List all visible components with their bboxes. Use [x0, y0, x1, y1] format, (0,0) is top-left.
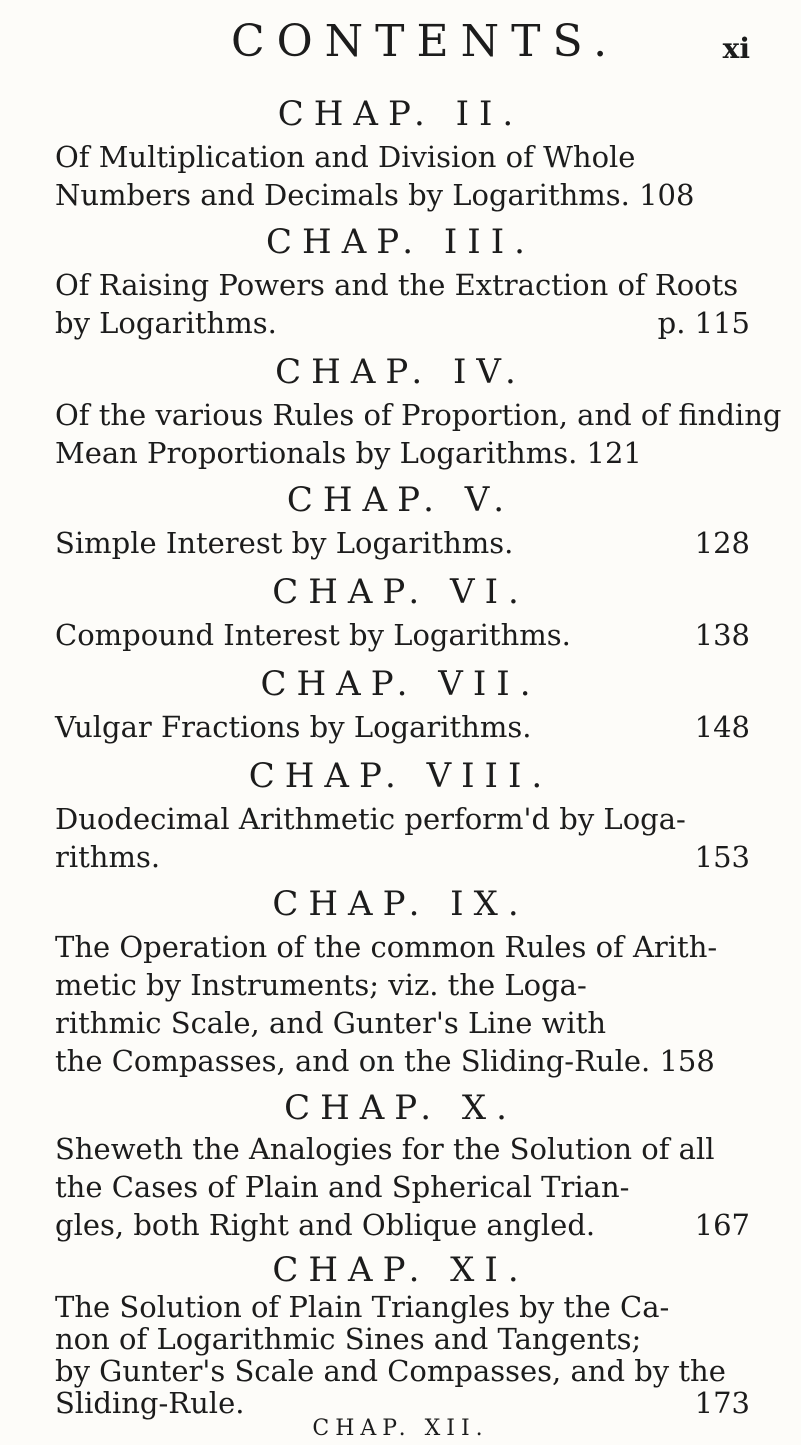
chapter-9-line-1: The Operation of the common Rules of Arith-: [55, 930, 718, 964]
chapter-2-line-2: Numbers and Decimals by Logarithms. 108: [55, 178, 695, 212]
chapter-heading-8: CHAP. VIII.: [248, 756, 553, 796]
chapter-heading-2: CHAP. II.: [277, 94, 524, 134]
chapter-5-page: 128: [694, 526, 750, 560]
chapter-8-page: 153: [694, 840, 750, 874]
chapter-11-page: 173: [694, 1386, 750, 1420]
chapter-7-line-1-text: Vulgar Fractions by Logarithms.: [55, 710, 532, 744]
chapter-3-line-2: [55, 306, 750, 340]
chapter-7-page: 148: [694, 710, 750, 744]
chapter-10-line-2: the Cases of Plain and Spherical Trian-: [55, 1170, 630, 1204]
chapter-8-line-2: [55, 840, 750, 874]
chapter-4-line-1: Of the various Rules of Proportion, and of finding: [55, 398, 782, 432]
chapter-heading-4: CHAP. IV.: [275, 352, 526, 392]
chapter-9-line-2: metic by Instruments; viz. the Loga-: [55, 968, 587, 1002]
chapter-11-line-3: by Gunter's Scale and Compasses, and by the: [55, 1354, 726, 1388]
chapter-heading-12: [0, 1416, 801, 1441]
chapter-3-line-1: Of Raising Powers and the Extraction of Roots: [55, 268, 739, 302]
chapter-10-page: 167: [694, 1208, 750, 1242]
chapter-3-page: p. 115: [657, 306, 750, 340]
chapter-11-line-2: non of Logarithmic Sines and Tangents;: [55, 1322, 642, 1356]
chapter-10-line-3-text: gles, both Right and Oblique angled.: [55, 1208, 596, 1242]
chapter-heading-7: CHAP. VII.: [260, 664, 541, 704]
page-header: [100, 14, 750, 84]
chapter-6-line-1-text: Compound Interest by Logarithms.: [55, 618, 571, 652]
chapter-12-heading-text: CHAP. XII.: [312, 1416, 489, 1441]
chapter-9-line-4: the Compasses, and on the Sliding-Rule. 158: [55, 1044, 715, 1078]
chapter-heading-5: CHAP. V.: [286, 480, 515, 520]
chapter-6-page: 138: [694, 618, 750, 652]
running-title: CONTENTS.: [230, 16, 620, 67]
chapter-8-line-2-text: rithms.: [55, 840, 161, 874]
chapter-7-line-1: [55, 710, 750, 744]
chapter-2-line-1: Of Multiplication and Division of Whole: [55, 140, 636, 174]
chapter-8-line-1: Duodecimal Arithmetic perform'd by Loga-: [55, 802, 686, 836]
chapter-4-line-2: Mean Proportionals by Logarithms. 121: [55, 436, 642, 470]
chapter-heading-3: CHAP. III.: [266, 222, 535, 262]
chapter-5-line-1-text: Simple Interest by Logarithms.: [55, 526, 514, 560]
chapter-11-line-4-text: Sliding-Rule.: [55, 1386, 245, 1420]
chapter-11-line-1: The Solution of Plain Triangles by the Ca-: [55, 1290, 670, 1324]
chapter-11-line-4: [55, 1386, 750, 1420]
chapter-heading-10: CHAP. X.: [284, 1088, 517, 1128]
chapter-10-line-3: [55, 1208, 750, 1242]
chapter-5-line-1: [55, 526, 750, 560]
chapter-6-line-1: [55, 618, 750, 652]
chapter-9-line-3: rithmic Scale, and Gunter's Line with: [55, 1006, 607, 1040]
chapter-heading-11: CHAP. XI.: [272, 1250, 529, 1290]
chapter-heading-9: CHAP. IX.: [272, 884, 529, 924]
page-folio: xi: [722, 32, 750, 65]
chapter-10-line-1: Sheweth the Analogies for the Solution of all: [55, 1132, 715, 1166]
chapter-heading-6: CHAP. VI.: [272, 572, 529, 612]
chapter-3-line-2-text: by Logarithms.: [55, 306, 277, 340]
